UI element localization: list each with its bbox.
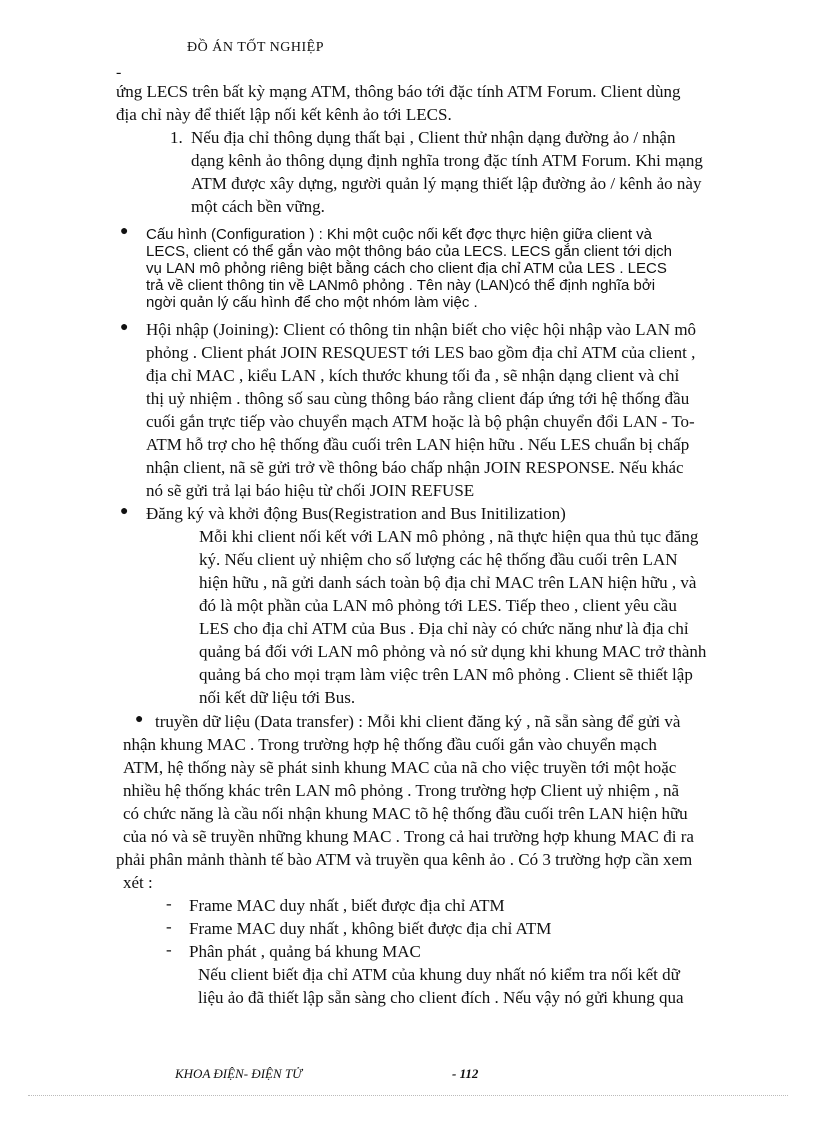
footer-department: KHOA ĐIỆN- ĐIỆN TỬ [175,1066,302,1081]
joining-line: địa chỉ MAC , kiểu LAN , kích thước khung tối đa , sẽ nhận dạng client và chỉ [146,366,680,385]
case-item: Phân phát , quảng bá khung MAC [189,942,421,961]
joining-line: Hội nhập (Joining): Client có thông tin nhận biết cho việc hội nhập vào LAN mô [146,320,697,339]
intro-line: địa chỉ này để thiết lập nối kết kênh ảo tới LECS. [116,105,452,124]
bullet-icon: ● [135,712,144,727]
intro-line: ứng LECS trên bất kỳ mạng ATM, thông báo tới đặc tính ATM Forum. Client dùng [116,82,681,101]
config-line: LECS, client có thể gắn vào một thông báo của LECS. LECS gắn client tới dịch [146,243,672,260]
item1-line: Nếu địa chỉ thông dụng thất bại , Client thử nhận dạng đường ảo / nhận [191,128,676,147]
registration-line: hiện hữu , nã gửi danh sách toàn bộ địa chỉ MAC trên LAN hiện hữu , và [199,573,697,592]
registration-title: Đăng ký và khởi động Bus(Registration and Bus Initilization) [146,504,566,523]
transfer-line: phải phân mảnh thành tế bào ATM và truyền qua kênh ảo . Có 3 trường hợp cần xem [116,850,693,869]
joining-line: thị uỷ nhiệm . thông số sau cùng thông báo rằng client đáp ứng tới hệ thống đầu [146,389,690,408]
list-number: 1. [170,128,183,147]
registration-line: quảng bá đối với LAN mô phỏng và nó sử dụng khi khung MAC trở thành [199,642,707,661]
registration-line: quảng bá cho mọi trạm làm việc trên LAN mô phỏng . Client sẽ thiết lập [199,665,693,684]
registration-line: nối kết dữ liệu tới Bus. [199,688,356,707]
case-item: Frame MAC duy nhất , không biết được địa chỉ ATM [189,919,552,938]
transfer-line: của nó và sẽ truyền những khung MAC . Trong cả hai trường hợp khung MAC đi ra [123,827,694,846]
item1-line: một cách bền vững. [191,197,325,216]
closing-line: Nếu client biết địa chỉ ATM của khung duy nhất nó kiểm tra nối kết dữ [198,965,680,984]
case-item: Frame MAC duy nhất , biết được địa chỉ ATM [189,896,505,915]
footer-page-number: - 112 [452,1066,479,1081]
config-line: Cấu hình (Configuration ) : Khi một cuộc nối kết đợc thực hiện giữa client và [146,226,653,243]
bullet-icon: ● [120,504,129,519]
config-line: trả về client thông tin về LANmô phỏng . Tên này (LAN)có thể định nghĩa bởi [146,277,656,294]
joining-line: nhận client, nã sẽ gửi trở về thông báo chấp nhận JOIN RESPONSE. Nếu khác [146,458,684,477]
joining-line: ATM hỗ trợ cho hệ thống đầu cuối trên LAN hiện hữu . Nếu LES chuẩn bị chấp [146,435,690,454]
transfer-line: có chức năng là cầu nối nhận khung MAC tõ hệ thống đầu cuối trên LAN hiện hữu [123,804,688,823]
transfer-line: nhiều hệ thống khác trên LAN mô phỏng . Trong trường hợp Client uỷ nhiệm , nã [123,781,680,800]
joining-line: cuối gắn trực tiếp vào chuyển mạch ATM hoặc là bộ phận chuyển đổi LAN - To- [146,412,695,431]
footer-divider [28,1095,788,1096]
dash-marker: - [166,940,172,959]
transfer-line: nhận khung MAC . Trong trường hợp hệ thống đầu cuối gắn vào chuyển mạch [123,735,657,754]
joining-line: phỏng . Client phát JOIN RESQUEST tới LES bao gồm địa chỉ ATM của client , [146,343,696,362]
header-dash: - [116,64,122,81]
bullet-icon: ● [120,320,129,335]
dash-marker: - [166,917,172,936]
item1-line: dạng kênh ảo thông dụng định nghĩa trong đặc tính ATM Forum. Khi mạng [191,151,703,170]
dash-marker: - [166,894,172,913]
registration-line: đó là một phần của LAN mô phỏng tới LES. Tiếp theo , client yêu cầu [199,596,677,615]
item1-line: ATM được xây dựng, người quản lý mạng thiết lập đường ảo / kênh ảo này [191,174,702,193]
registration-line: LES cho địa chỉ ATM của Bus . Địa chỉ này có chức năng như là địa chỉ [199,619,689,638]
closing-line: liệu ảo đã thiết lập sẵn sàng cho client đích . Nếu vậy nó gửi khung qua [198,988,684,1007]
bullet-icon: ● [120,224,129,239]
page-header: ĐỒ ÁN TỐT NGHIỆP [187,40,324,55]
config-line: vụ LAN mô phỏng riêng biệt bằng cách cho client địa chỉ ATM của LES . LECS [146,260,667,277]
registration-line: ký. Nếu client uỷ nhiệm cho số lượng các hệ thống đầu cuối trên LAN [199,550,678,569]
registration-line: Mỗi khi client nối kết với LAN mô phỏng , nã thực hiện qua thủ tục đăng [199,527,699,546]
transfer-line: truyền dữ liệu (Data transfer) : Mỗi khi client đăng ký , nã sẵn sàng để gửi và [155,712,681,731]
config-line: ngời quản lý cấu hình để cho một nhóm làm việc . [146,294,478,311]
transfer-line: xét : [123,873,153,892]
joining-line: nó sẽ gửi trả lại báo hiệu từ chối JOIN REFUSE [146,481,475,500]
transfer-line: ATM, hệ thống này sẽ phát sinh khung MAC của nã cho việc truyền tới một hoặc [123,758,677,777]
